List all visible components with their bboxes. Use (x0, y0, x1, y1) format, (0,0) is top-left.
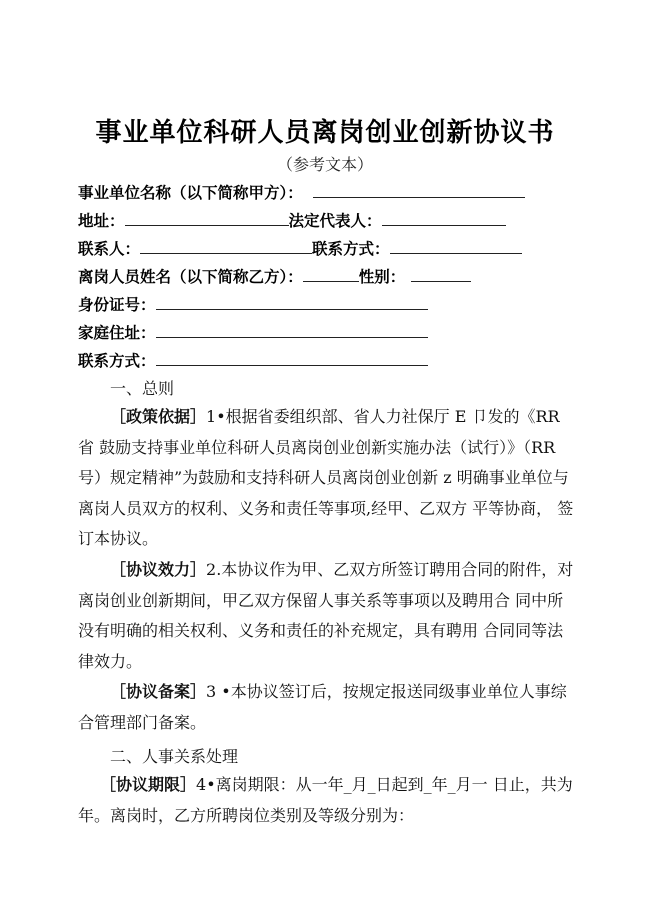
field-address (78, 208, 506, 230)
clause-head: ［政策依据］ (110, 407, 207, 426)
field-contact (78, 236, 522, 258)
blank-line (125, 208, 289, 226)
field-label: 家庭住址： (78, 324, 156, 342)
clause-filing (78, 677, 578, 738)
clause-policy-basis (78, 402, 578, 555)
section-heading: 一、总则 (110, 379, 175, 398)
blank-line (140, 236, 312, 254)
blank-line (411, 264, 471, 282)
blank-line (156, 320, 428, 338)
section-heading: 二、人事关系处理 (110, 747, 239, 766)
clause-text: 2.本协议作为甲、乙双方所签订聘用合同的附件，对离岗创业创新期间，甲乙双方保留人事关系等事项以及聘用合 同中所没有明确的相关权利、义务和责任的补充规定，具有聘用 合同同等法律效力。 (78, 560, 574, 671)
field-label: 联系方式： (312, 240, 390, 258)
field-label: 离岗人员姓名（以下简称乙方）： (78, 268, 303, 286)
document-subtitle: （参考文本） (276, 155, 373, 174)
document-title: 事业单位科研人员离岗创业创新协议书 (95, 118, 555, 148)
field-label: 性别： (358, 268, 406, 286)
clause-head: ［协议备案］ (110, 682, 207, 701)
blank-line (382, 208, 506, 226)
clause-duration (78, 770, 578, 831)
field-label: 联系方式： (78, 352, 156, 370)
clause-effect (78, 555, 578, 677)
clause-head: ［协议期限］ (100, 775, 197, 794)
field-label: 事业单位名称（以下简称甲方）： (78, 184, 303, 202)
field-home-address (78, 320, 428, 342)
clause-text: 4•离岗期限：从一年_月_日起到_年_月一 日止，共为 年。离岗时，乙方所聘岗位类别及等级分别为： (78, 775, 573, 825)
blank-line (303, 264, 359, 282)
field-label: 联系人： (78, 240, 141, 258)
field-label: 地址： (78, 212, 125, 230)
blank-line (390, 236, 522, 254)
clause-text: 3 •本协议签订后，按规定报送同级事业单位人事综合管理部门备案。 (78, 682, 567, 732)
blank-line (313, 180, 525, 198)
field-label: 法定代表人： (288, 212, 382, 230)
clause-text: 1•根据省委组织部、省人力社保厅 E 卩发的《RR 省 鼓励支持事业单位科研人员离岗创业创新实施办法（试行）》（RR 号）规定精神”为鼓励和支持科研人员离岗创业创新 z 明确事业单位与离岗人员双方的权利、义务和责任等事项,经甲、乙双方 平等协商， 签订本协议。 (78, 407, 574, 548)
field-employee (78, 264, 471, 286)
field-contact-method (78, 348, 428, 370)
blank-line (156, 292, 428, 310)
field-label: 身份证号： (78, 296, 156, 314)
field-employer-name (78, 180, 525, 202)
clause-head: ［协议效力］ (110, 560, 207, 579)
field-id-number (78, 292, 428, 314)
blank-line (156, 348, 428, 366)
